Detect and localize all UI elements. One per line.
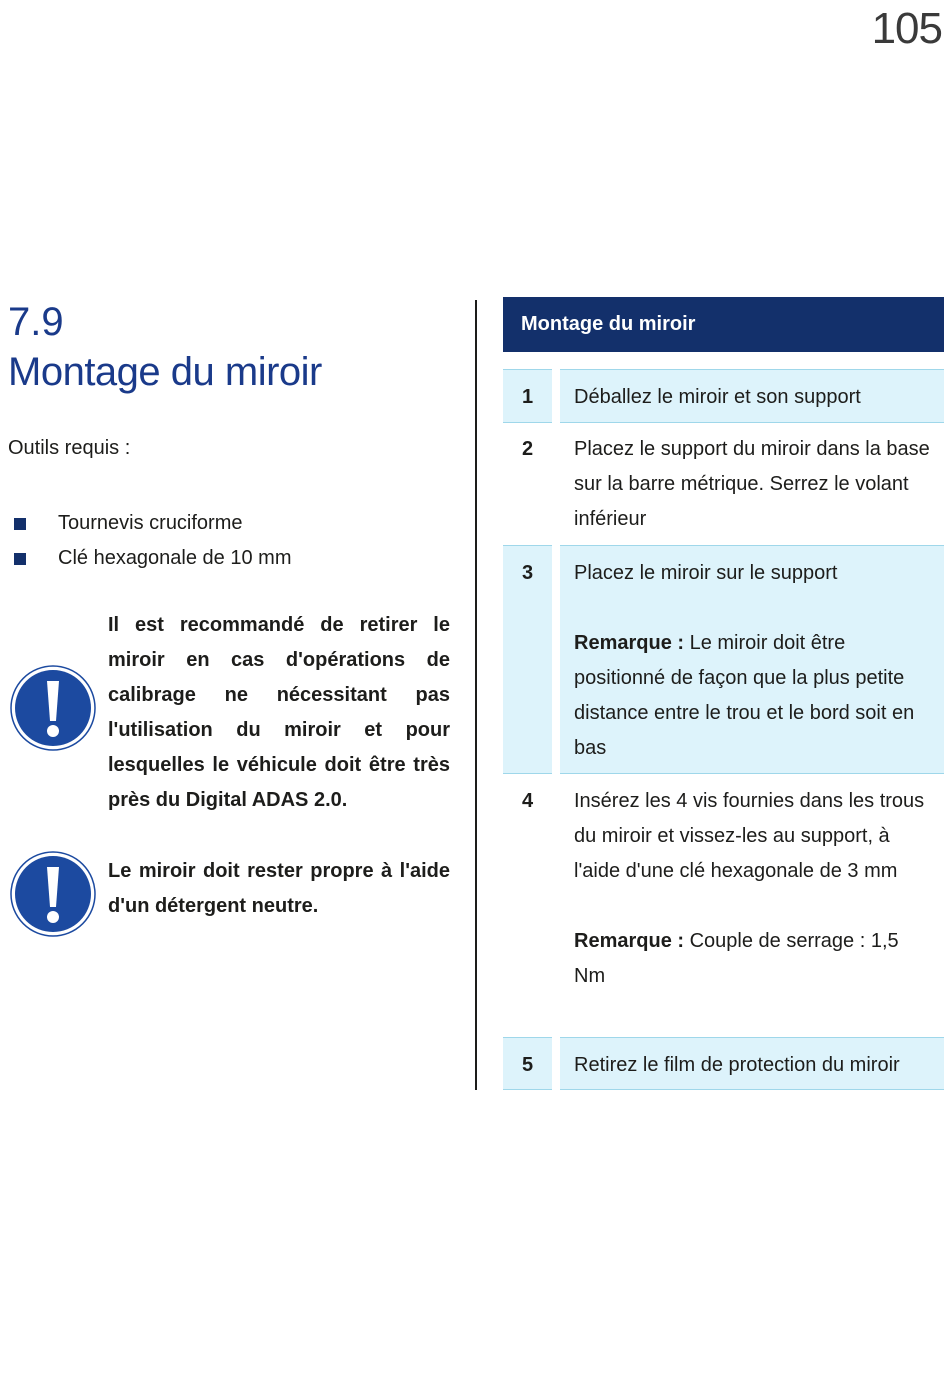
square-bullet-icon [14,518,26,530]
section-number: 7.9 [8,300,64,344]
section-title: Montage du miroir [8,350,322,394]
step-instruction: Placez le support du miroir dans la base sur la barre métrique. Serrez le volant inférieur [574,438,930,530]
step-instruction: Retirez le film de protection du miroir [574,1054,900,1076]
step-instruction: Insérez les 4 vis fournies dans les trous du miroir et vissez-les au support, à l'aide d'une clé hexagonale de 3 mm [574,790,925,882]
warning-text: Le miroir doit rester propre à l'aide d'un détergent neutre. [108,860,450,917]
note-text: Couple de serrage : 1,5 Nm [574,930,899,987]
page-number: 105 [871,4,942,53]
step-instruction: Placez le miroir sur le support [574,562,838,584]
exclamation-warning-icon [10,665,96,751]
step-text [560,545,944,774]
step-number: 5 [503,1037,552,1090]
tool-item-label: Tournevis cruciforme [58,512,243,534]
step-note [574,924,934,994]
tool-list [14,506,291,576]
step-text [560,422,944,545]
tools-label: Outils requis : [8,437,131,459]
tool-item [14,541,291,576]
step-number: 4 [521,790,534,812]
column-divider [475,300,477,1090]
step-instruction: Déballez le miroir et son support [574,386,861,408]
step-text [560,1037,944,1090]
step-number: 3 [503,545,552,774]
step-text [560,774,944,1037]
step-text [560,369,944,423]
step-number: 2 [521,438,534,460]
step-note [574,626,934,766]
tool-item [14,506,291,541]
exclamation-warning-icon [10,851,96,937]
step-number: 1 [503,369,552,423]
square-bullet-icon [14,553,26,565]
note-label: Remarque : [574,632,685,654]
table-header: Montage du miroir [503,297,944,352]
note-text: Le miroir doit être positionné de façon que la plus petite distance entre le trou et le bord soit en bas [574,632,915,759]
note-label: Remarque : [574,930,685,952]
tool-item-label: Clé hexagonale de 10 mm [58,547,292,569]
warning-text: Il est recommandé de retirer le miroir en cas d'opérations de calibrage ne nécessitant pas l'utilisation du miroir et pour lesquelles le véhicule doit être très près du Digital ADAS 2.0. [108,614,450,811]
